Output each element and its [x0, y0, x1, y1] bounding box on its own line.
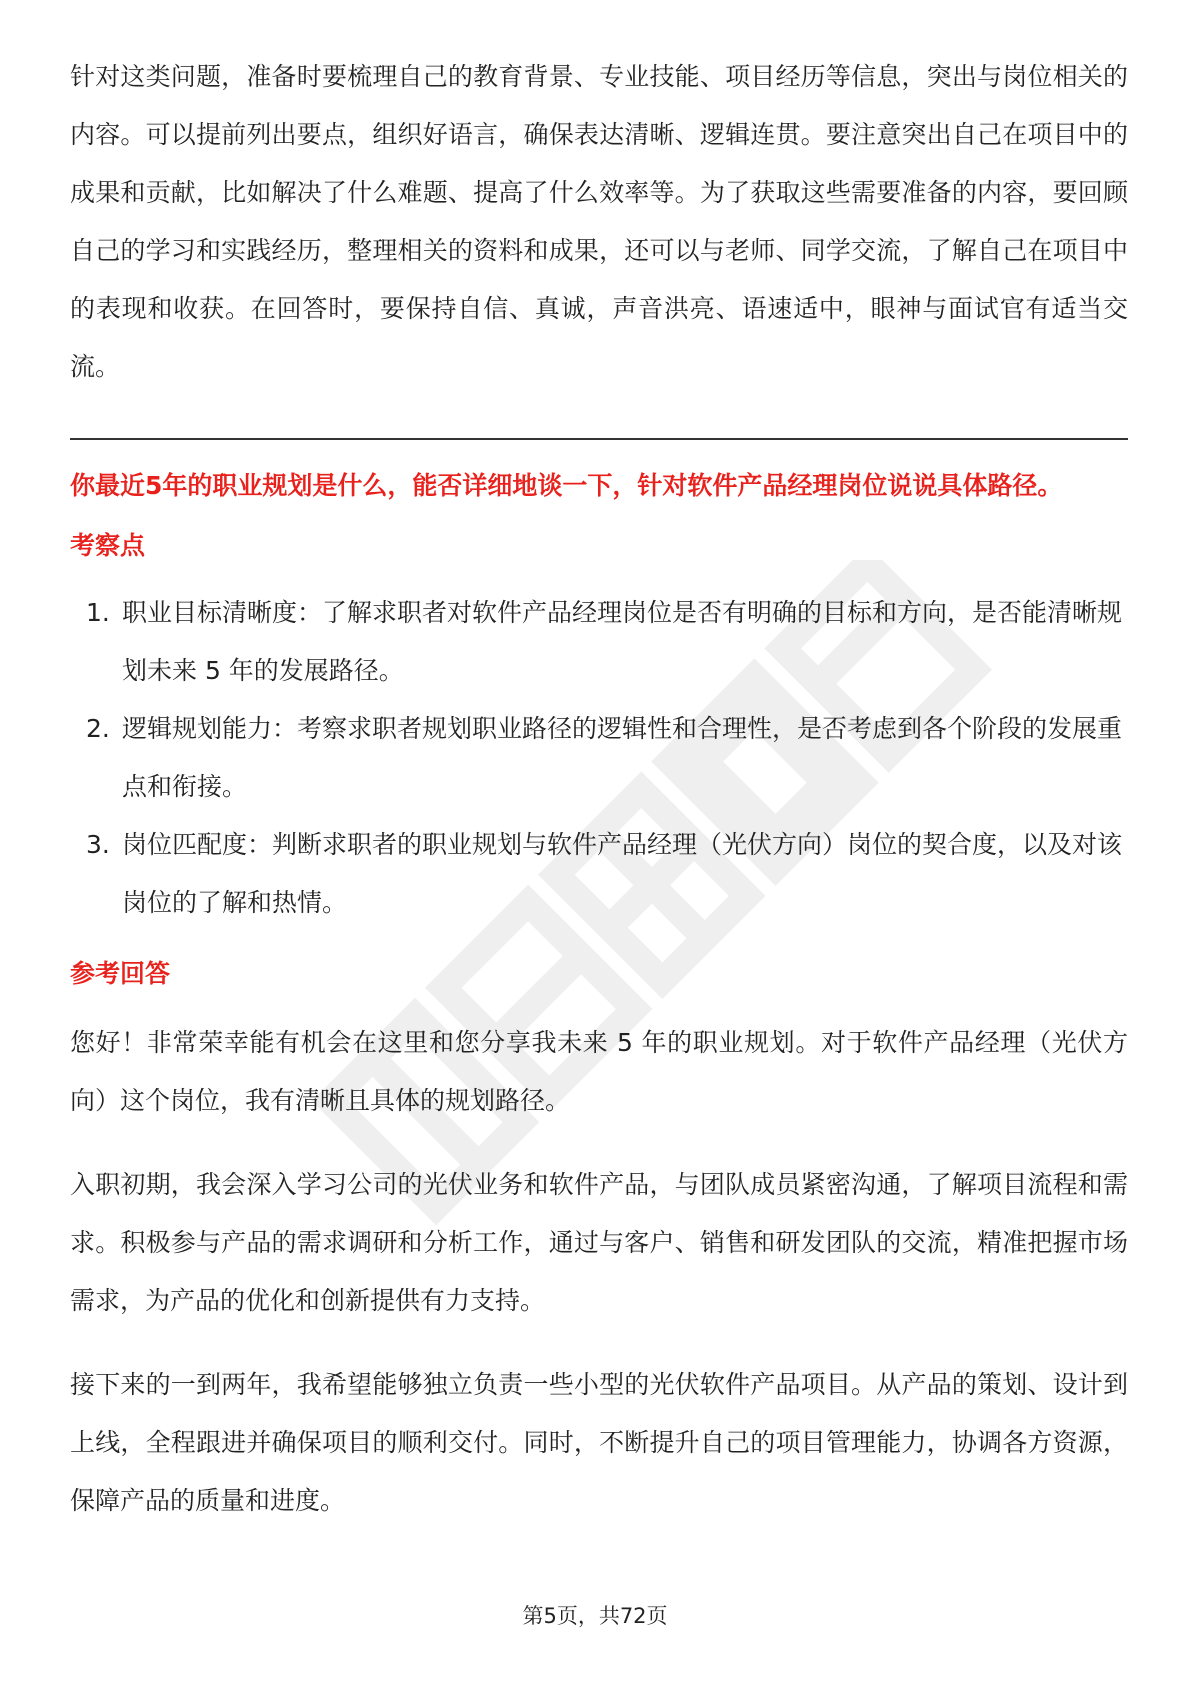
page-content — [70, 48, 1128, 1530]
points-title: 考察点 — [70, 531, 146, 560]
list-item-number: 2. — [86, 714, 110, 743]
list-item — [70, 816, 1128, 932]
list-item-number: 1. — [86, 598, 110, 627]
list-item-text: 逻辑规划能力：考察求职者规划职业路径的逻辑性和合理性，是否考虑到各个阶段的发展重点和衔接。 — [122, 714, 1123, 801]
list-item-text: 职业目标清晰度：了解求职者对软件产品经理岗位是否有明确的目标和方向，是否能清晰规划未来 5 年的发展路径。 — [122, 598, 1123, 685]
answer-title: 参考回答 — [70, 959, 171, 988]
list-item — [70, 700, 1128, 816]
list-item — [70, 584, 1128, 700]
answer-paragraph: 接下来的一到两年，我希望能够独立负责一些小型的光伏软件产品项目。从产品的策划、设计到上线，全程跟进并确保项目的顺利交付。同时，不断提升自己的项目管理能力，协调各方资源，保障产品的质量和进度。 — [70, 1370, 1128, 1515]
points-list — [70, 584, 1128, 932]
list-item-number: 3. — [86, 830, 110, 859]
list-item-text: 岗位匹配度：判断求职者的职业规划与软件产品经理（光伏方向）岗位的契合度，以及对该岗位的了解和热情。 — [122, 830, 1123, 917]
page-footer: 第5页，共72页 — [522, 1604, 668, 1628]
answer-paragraph: 入职初期，我会深入学习公司的光伏业务和软件产品，与团队成员紧密沟通，了解项目流程和需求。积极参与产品的需求调研和分析工作，通过与客户、销售和研发团队的交流，精准把握市场需求，为产品的优化和创新提供有力支持。 — [70, 1170, 1128, 1315]
section-divider — [70, 438, 1128, 440]
answer-block — [70, 1014, 1128, 1530]
question-heading: 你最近5年的职业规划是什么，能否详细地谈一下，针对软件产品经理岗位说说具体路径。 — [70, 471, 1063, 500]
answer-paragraph: 您好！非常荣幸能有机会在这里和您分享我未来 5 年的职业规划。对于软件产品经理（光伏方向）这个岗位，我有清晰且具体的规划路径。 — [70, 1028, 1128, 1115]
intro-paragraph: 针对这类问题，准备时要梳理自己的教育背景、专业技能、项目经历等信息，突出与岗位相关的内容。可以提前列出要点，组织好语言，确保表达清晰、逻辑连贯。要注意突出自己在项目中的成果和贡献，比如解决了什么难题、提高了什么效率等。为了获取这些需要准备的内容，要回顾自己的学习和实践经历，整理相关的资料和成果，还可以与老师、同学交流，了解自己在项目中的表现和收获。在回答时，要保持自信、真诚，声音洪亮、语速适中，眼神与面试官有适当交流。 — [70, 62, 1128, 381]
